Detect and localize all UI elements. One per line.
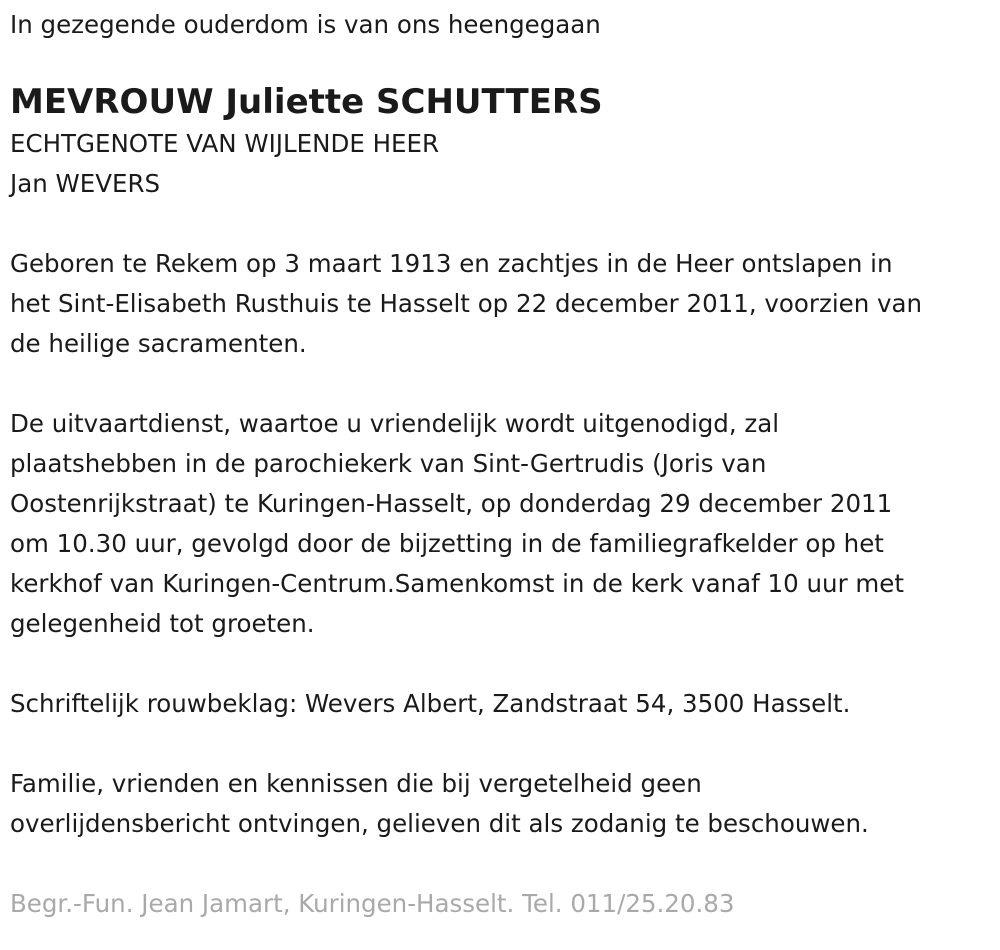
paragraph-line: Familie, vrienden en kennissen die bij vergetelheid geen <box>10 769 702 798</box>
funeral-home-footer: Begr.-Fun. Jean Jamart, Kuringen-Hasselt. Tel. 011/25.20.83 <box>10 889 735 918</box>
paragraph-line: plaatshebben in de parochiekerk van Sint-Gertrudis (Joris van <box>10 449 767 478</box>
intro-line: In gezegende ouderdom is van ons heengegaan <box>10 10 601 39</box>
paragraph-line: de heilige sacramenten. <box>10 329 307 358</box>
condolences-paragraph <box>10 684 995 724</box>
condolences-line: Schriftelijk rouwbeklag: Wevers Albert, Zandstraat 54, 3500 Hasselt. <box>10 689 851 718</box>
spouse-line-2: Jan WEVERS <box>10 169 161 198</box>
paragraph-line: De uitvaartdienst, waartoe u vriendelijk wordt uitgenodigd, zal <box>10 409 780 438</box>
birth-death-paragraph <box>10 244 995 364</box>
paragraph-line: kerkhof van Kuringen-Centrum.Samenkomst in de kerk vanaf 10 uur met <box>10 569 904 598</box>
spouse-line-1: ECHTGENOTE VAN WIJLENDE HEER <box>10 129 440 158</box>
paragraph-line: gelegenheid tot groeten. <box>10 609 315 638</box>
paragraph-line: overlijdensbericht ontvingen, gelieven dit als zodanig te beschouwen. <box>10 809 869 838</box>
funeral-paragraph <box>10 404 995 644</box>
paragraph-line: het Sint-Elisabeth Rusthuis te Hasselt op 22 december 2011, voorzien van <box>10 289 923 318</box>
paragraph-line: om 10.30 uur, gevolgd door de bijzetting in de familiegrafkelder op het <box>10 529 884 558</box>
death-notice <box>10 0 995 924</box>
paragraph-line: Geboren te Rekem op 3 maart 1913 en zachtjes in de Heer ontslapen in <box>10 249 893 278</box>
closing-paragraph <box>10 764 995 844</box>
paragraph-line: Oostenrijkstraat) te Kuringen-Hasselt, op donderdag 29 december 2011 <box>10 489 893 518</box>
deceased-name: MEVROUW Juliette SCHUTTERS <box>10 82 603 122</box>
